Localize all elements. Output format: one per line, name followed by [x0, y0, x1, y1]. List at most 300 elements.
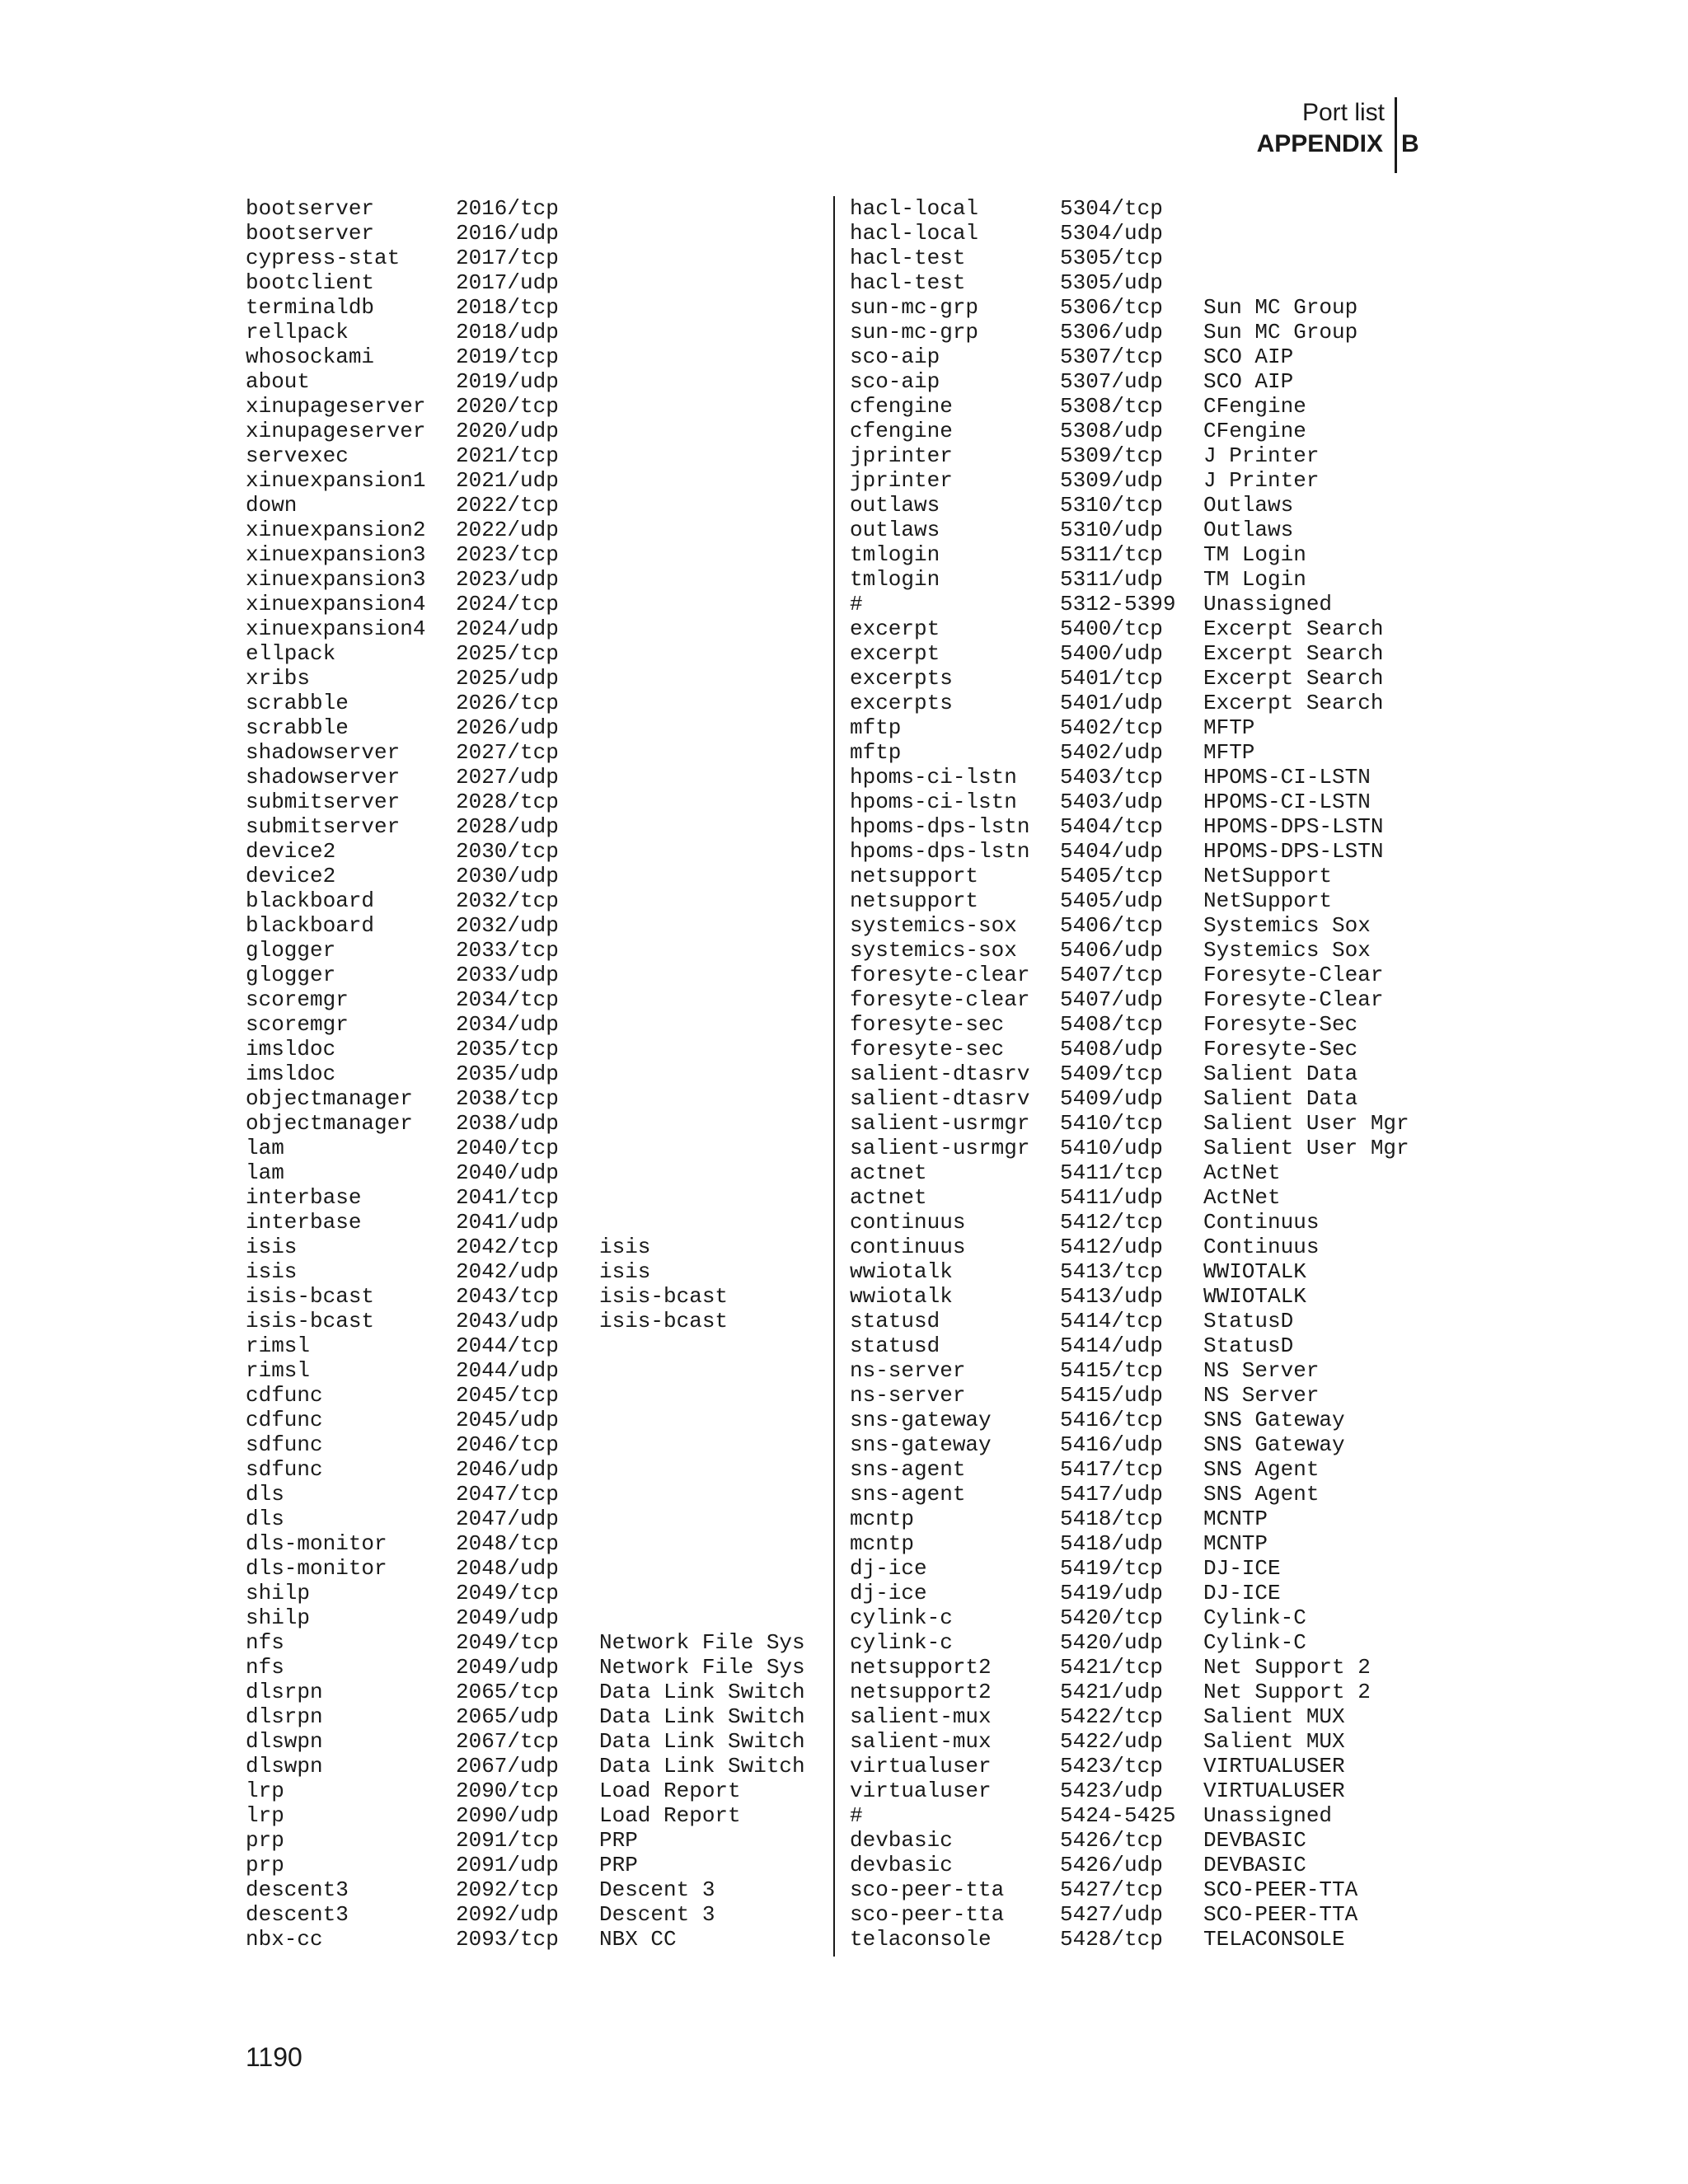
service-name: excerpts: [850, 666, 953, 691]
port-protocol: 5415/udp: [1060, 1383, 1163, 1408]
service-name: cfengine: [850, 394, 953, 419]
port-protocol: 5308/tcp: [1060, 394, 1163, 419]
port-protocol: 5424-5425: [1060, 1803, 1176, 1828]
service-name: netsupport2: [850, 1680, 992, 1704]
service-name: continuus: [850, 1235, 966, 1259]
port-entry-row: [850, 1482, 1443, 1507]
port-entry-row: [850, 814, 1443, 839]
service-name: statusd: [850, 1309, 940, 1333]
service-description: SCO-PEER-TTA: [1203, 1877, 1358, 1902]
port-entry-row: [850, 1877, 1443, 1902]
port-protocol: 2045/udp: [456, 1408, 559, 1432]
port-protocol: 2034/tcp: [456, 987, 559, 1012]
port-protocol: 2021/udp: [456, 468, 559, 493]
service-name: sns-agent: [850, 1457, 966, 1482]
service-description: Outlaws: [1203, 518, 1294, 542]
column-divider: [833, 196, 835, 1957]
service-description: Descent 3: [599, 1877, 715, 1902]
service-name: shadowserver: [246, 765, 401, 790]
port-entry-row: [246, 691, 823, 715]
port-protocol: 2028/tcp: [456, 790, 559, 814]
port-entry-row: [850, 1086, 1443, 1111]
service-description: Foresyte-Clear: [1203, 987, 1384, 1012]
port-entry-row: [246, 344, 823, 369]
port-entry-row: [246, 1630, 823, 1655]
port-protocol: 5414/udp: [1060, 1333, 1163, 1358]
service-description: DJ-ICE: [1203, 1581, 1281, 1605]
service-name: dlswpn: [246, 1754, 323, 1779]
port-entry-row: [850, 1531, 1443, 1556]
port-protocol: 5418/tcp: [1060, 1507, 1163, 1531]
port-protocol: 5304/udp: [1060, 221, 1163, 246]
port-entry-row: [246, 641, 823, 666]
port-entry-row: [850, 1185, 1443, 1210]
port-protocol: 2043/tcp: [456, 1284, 559, 1309]
service-name: ellpack: [246, 641, 336, 666]
service-name: #: [850, 592, 863, 616]
port-entry-row: [850, 938, 1443, 963]
service-description: Salient Data: [1203, 1062, 1358, 1086]
port-protocol: 2034/udp: [456, 1012, 559, 1037]
port-entry-row: [850, 1927, 1443, 1952]
service-name: mftp: [850, 715, 902, 740]
port-protocol: 2040/udp: [456, 1160, 559, 1185]
service-name: cdfunc: [246, 1383, 323, 1408]
service-description: Excerpt Search: [1203, 641, 1384, 666]
service-name: virtualuser: [850, 1779, 992, 1803]
port-protocol: 5419/tcp: [1060, 1556, 1163, 1581]
port-entry-row: [850, 1828, 1443, 1853]
port-entry-row: [246, 1680, 823, 1704]
service-description: Data Link Switch: [599, 1704, 805, 1729]
service-description: CFengine: [1203, 419, 1306, 443]
port-entry-row: [246, 1605, 823, 1630]
port-entry-row: [246, 1556, 823, 1581]
port-protocol: 2046/tcp: [456, 1432, 559, 1457]
service-description: WWIOTALK: [1203, 1284, 1306, 1309]
port-entry-row: [850, 1309, 1443, 1333]
port-list-left-column: [246, 196, 823, 1952]
port-entry-row: [246, 1754, 823, 1779]
port-entry-row: [850, 963, 1443, 987]
service-name: telaconsole: [850, 1927, 992, 1952]
port-protocol: 5412/udp: [1060, 1235, 1163, 1259]
port-protocol: 5403/tcp: [1060, 765, 1163, 790]
port-protocol: 2023/udp: [456, 567, 559, 592]
port-entry-row: [850, 295, 1443, 320]
port-protocol: 5406/tcp: [1060, 913, 1163, 938]
service-description: SCO AIP: [1203, 369, 1294, 394]
service-name: tmlogin: [850, 567, 940, 592]
port-protocol: 5402/udp: [1060, 740, 1163, 765]
port-entry-row: [246, 963, 823, 987]
service-name: isis: [246, 1259, 298, 1284]
port-entry-row: [850, 1333, 1443, 1358]
port-entry-row: [850, 542, 1443, 567]
service-name: sns-gateway: [850, 1432, 992, 1457]
port-entry-row: [850, 987, 1443, 1012]
port-entry-row: [246, 1408, 823, 1432]
service-description: HPOMS-CI-LSTN: [1203, 790, 1371, 814]
service-name: xinupageserver: [246, 419, 426, 443]
port-protocol: 5407/udp: [1060, 987, 1163, 1012]
port-protocol: 5400/tcp: [1060, 616, 1163, 641]
service-description: Foresyte-Sec: [1203, 1037, 1358, 1062]
service-description: MFTP: [1203, 740, 1255, 765]
service-name: hacl-local: [850, 196, 979, 221]
port-protocol: 2046/udp: [456, 1457, 559, 1482]
service-name: isis: [246, 1235, 298, 1259]
service-name: rimsl: [246, 1333, 311, 1358]
port-entry-row: [850, 1507, 1443, 1531]
port-entry-row: [246, 1902, 823, 1927]
port-protocol: 2017/tcp: [456, 246, 559, 270]
port-entry-row: [246, 1309, 823, 1333]
port-protocol: 2042/udp: [456, 1259, 559, 1284]
port-protocol: 5423/udp: [1060, 1779, 1163, 1803]
service-name: sco-peer-tta: [850, 1902, 1005, 1927]
service-name: dls: [246, 1507, 284, 1531]
port-entry-row: [246, 1012, 823, 1037]
port-protocol: 5427/tcp: [1060, 1877, 1163, 1902]
service-description: Data Link Switch: [599, 1680, 805, 1704]
port-protocol: 2035/udp: [456, 1062, 559, 1086]
service-name: jprinter: [850, 468, 953, 493]
service-name: shilp: [246, 1581, 311, 1605]
port-protocol: 5403/udp: [1060, 790, 1163, 814]
port-entry-row: [850, 1605, 1443, 1630]
port-protocol: 2020/tcp: [456, 394, 559, 419]
port-entry-row: [246, 1457, 823, 1482]
port-protocol: 5407/tcp: [1060, 963, 1163, 987]
port-protocol: 5417/tcp: [1060, 1457, 1163, 1482]
port-protocol: 2024/tcp: [456, 592, 559, 616]
port-protocol: 2090/tcp: [456, 1779, 559, 1803]
port-entry-row: [850, 691, 1443, 715]
port-protocol: 2022/tcp: [456, 493, 559, 518]
service-description: Sun MC Group: [1203, 295, 1358, 320]
service-description: SNS Gateway: [1203, 1432, 1345, 1457]
port-protocol: 2065/udp: [456, 1704, 559, 1729]
service-description: Sun MC Group: [1203, 320, 1358, 344]
port-protocol: 2023/tcp: [456, 542, 559, 567]
service-name: sco-aip: [850, 369, 940, 394]
service-description: ActNet: [1203, 1160, 1281, 1185]
service-name: ns-server: [850, 1383, 966, 1408]
service-name: sco-peer-tta: [850, 1877, 1005, 1902]
port-protocol: 5421/udp: [1060, 1680, 1163, 1704]
port-entry-row: [246, 1704, 823, 1729]
service-description: NetSupport: [1203, 864, 1333, 888]
port-protocol: 5410/udp: [1060, 1136, 1163, 1160]
service-description: J Printer: [1203, 468, 1320, 493]
port-protocol: 5406/udp: [1060, 938, 1163, 963]
port-entry-row: [246, 1927, 823, 1952]
port-protocol: 5409/udp: [1060, 1086, 1163, 1111]
port-protocol: 2041/tcp: [456, 1185, 559, 1210]
service-description: Salient MUX: [1203, 1704, 1345, 1729]
service-name: submitserver: [246, 790, 401, 814]
port-entry-row: [246, 1828, 823, 1853]
service-description: HPOMS-DPS-LSTN: [1203, 814, 1384, 839]
service-name: hacl-test: [850, 246, 966, 270]
port-entry-row: [246, 1482, 823, 1507]
service-name: foresyte-sec: [850, 1037, 1005, 1062]
port-protocol: 2017/udp: [456, 270, 559, 295]
service-name: ns-server: [850, 1358, 966, 1383]
port-protocol: 2049/udp: [456, 1655, 559, 1680]
port-entry-row: [850, 468, 1443, 493]
service-description: SCO AIP: [1203, 344, 1294, 369]
port-entry-row: [850, 567, 1443, 592]
service-description: PRP: [599, 1828, 638, 1853]
port-entry-row: [850, 1259, 1443, 1284]
service-description: J Printer: [1203, 443, 1320, 468]
service-name: lam: [246, 1160, 284, 1185]
service-name: foresyte-clear: [850, 963, 1030, 987]
port-protocol: 5409/tcp: [1060, 1062, 1163, 1086]
port-protocol: 2044/udp: [456, 1358, 559, 1383]
service-description: SCO-PEER-TTA: [1203, 1902, 1358, 1927]
port-entry-row: [246, 592, 823, 616]
service-name: scrabble: [246, 715, 349, 740]
port-protocol: 2041/udp: [456, 1210, 559, 1235]
service-name: terminaldb: [246, 295, 375, 320]
port-entry-row: [850, 666, 1443, 691]
port-entry-row: [850, 221, 1443, 246]
service-name: cypress-stat: [246, 246, 401, 270]
port-entry-row: [246, 1581, 823, 1605]
service-name: shilp: [246, 1605, 311, 1630]
service-name: servexec: [246, 443, 349, 468]
port-entry-row: [850, 1358, 1443, 1383]
service-name: xinuexpansion2: [246, 518, 426, 542]
port-protocol: 2093/tcp: [456, 1927, 559, 1952]
port-entry-row: [246, 1037, 823, 1062]
service-name: excerpt: [850, 616, 940, 641]
port-entry-row: [850, 1210, 1443, 1235]
port-protocol: 5305/tcp: [1060, 246, 1163, 270]
service-name: dls: [246, 1482, 284, 1507]
port-entry-row: [850, 1779, 1443, 1803]
service-name: sun-mc-grp: [850, 320, 979, 344]
port-entry-row: [246, 1210, 823, 1235]
port-protocol: 2035/tcp: [456, 1037, 559, 1062]
port-protocol: 2016/udp: [456, 221, 559, 246]
port-protocol: 2047/udp: [456, 1507, 559, 1531]
port-protocol: 2049/tcp: [456, 1630, 559, 1655]
port-entry-row: [850, 270, 1443, 295]
service-description: Salient MUX: [1203, 1729, 1345, 1754]
service-name: hpoms-dps-lstn: [850, 814, 1030, 839]
port-entry-row: [246, 765, 823, 790]
service-name: interbase: [246, 1185, 362, 1210]
service-name: descent3: [246, 1877, 349, 1902]
service-description: ActNet: [1203, 1185, 1281, 1210]
service-description: TELACONSOLE: [1203, 1927, 1345, 1952]
port-entry-row: [246, 493, 823, 518]
port-protocol: 5416/tcp: [1060, 1408, 1163, 1432]
port-entry-row: [850, 1037, 1443, 1062]
port-protocol: 5415/tcp: [1060, 1358, 1163, 1383]
service-name: cylink-c: [850, 1605, 953, 1630]
port-entry-row: [850, 1556, 1443, 1581]
port-entry-row: [850, 1160, 1443, 1185]
port-protocol: 5428/tcp: [1060, 1927, 1163, 1952]
port-entry-row: [246, 468, 823, 493]
port-protocol: 5422/tcp: [1060, 1704, 1163, 1729]
service-name: blackboard: [246, 913, 375, 938]
service-description: StatusD: [1203, 1333, 1294, 1358]
port-protocol: 5309/udp: [1060, 468, 1163, 493]
service-name: hpoms-dps-lstn: [850, 839, 1030, 864]
port-protocol: 2016/tcp: [456, 196, 559, 221]
port-protocol: 2026/tcp: [456, 691, 559, 715]
service-name: devbasic: [850, 1853, 953, 1877]
service-name: down: [246, 493, 298, 518]
service-description: Salient User Mgr: [1203, 1111, 1409, 1136]
port-entry-row: [850, 1729, 1443, 1754]
header-chapter-letter: B: [1401, 130, 1419, 157]
port-list-right-column: [850, 196, 1443, 1952]
service-name: sun-mc-grp: [850, 295, 979, 320]
service-name: tmlogin: [850, 542, 940, 567]
port-protocol: 5310/udp: [1060, 518, 1163, 542]
port-entry-row: [246, 1531, 823, 1556]
port-protocol: 5421/tcp: [1060, 1655, 1163, 1680]
service-name: bootclient: [246, 270, 375, 295]
service-name: wwiotalk: [850, 1284, 953, 1309]
port-protocol: 2091/udp: [456, 1853, 559, 1877]
port-protocol: 5307/udp: [1060, 369, 1163, 394]
port-entry-row: [850, 1704, 1443, 1729]
service-description: TM Login: [1203, 567, 1306, 592]
port-entry-row: [246, 864, 823, 888]
port-entry-row: [850, 246, 1443, 270]
service-description: Network File Sys: [599, 1630, 805, 1655]
port-protocol: 5413/tcp: [1060, 1259, 1163, 1284]
port-entry-row: [246, 419, 823, 443]
port-entry-row: [850, 419, 1443, 443]
port-entry-row: [850, 1457, 1443, 1482]
port-entry-row: [246, 1655, 823, 1680]
port-protocol: 5311/tcp: [1060, 542, 1163, 567]
service-name: device2: [246, 864, 336, 888]
port-protocol: 5420/udp: [1060, 1630, 1163, 1655]
port-protocol: 2027/tcp: [456, 740, 559, 765]
port-entry-row: [850, 1383, 1443, 1408]
service-description: Continuus: [1203, 1235, 1320, 1259]
port-protocol: 2048/udp: [456, 1556, 559, 1581]
service-name: salient-mux: [850, 1704, 992, 1729]
port-protocol: 2049/udp: [456, 1605, 559, 1630]
port-protocol: 2030/tcp: [456, 839, 559, 864]
port-protocol: 5400/udp: [1060, 641, 1163, 666]
service-name: hacl-test: [850, 270, 966, 295]
service-name: bootserver: [246, 221, 375, 246]
service-name: outlaws: [850, 518, 940, 542]
service-description: DJ-ICE: [1203, 1556, 1281, 1581]
port-entry-row: [850, 1902, 1443, 1927]
port-entry-row: [850, 344, 1443, 369]
service-description: SNS Agent: [1203, 1482, 1320, 1507]
service-description: Foresyte-Sec: [1203, 1012, 1358, 1037]
port-protocol: 2030/udp: [456, 864, 559, 888]
port-protocol: 2018/tcp: [456, 295, 559, 320]
service-description: Unassigned: [1203, 592, 1333, 616]
port-protocol: 2028/udp: [456, 814, 559, 839]
service-name: dls-monitor: [246, 1531, 387, 1556]
port-entry-row: [246, 913, 823, 938]
port-protocol: 2026/udp: [456, 715, 559, 740]
port-protocol: 2092/tcp: [456, 1877, 559, 1902]
port-protocol: 2067/udp: [456, 1754, 559, 1779]
service-description: NS Server: [1203, 1383, 1320, 1408]
port-protocol: 5413/udp: [1060, 1284, 1163, 1309]
service-description: Data Link Switch: [599, 1754, 805, 1779]
service-description: Cylink-C: [1203, 1605, 1306, 1630]
port-protocol: 5408/udp: [1060, 1037, 1163, 1062]
running-header: [1071, 97, 1419, 173]
service-description: HPOMS-CI-LSTN: [1203, 765, 1371, 790]
port-entry-row: [850, 1581, 1443, 1605]
service-description: isis: [599, 1235, 651, 1259]
service-description: MFTP: [1203, 715, 1255, 740]
service-description: PRP: [599, 1853, 638, 1877]
port-entry-row: [246, 839, 823, 864]
port-entry-row: [246, 1284, 823, 1309]
service-name: #: [850, 1803, 863, 1828]
port-protocol: 5305/udp: [1060, 270, 1163, 295]
port-protocol: 5405/tcp: [1060, 864, 1163, 888]
port-protocol: 5306/udp: [1060, 320, 1163, 344]
port-protocol: 5412/tcp: [1060, 1210, 1163, 1235]
service-description: Foresyte-Clear: [1203, 963, 1384, 987]
port-protocol: 2024/udp: [456, 616, 559, 641]
service-name: mcntp: [850, 1531, 915, 1556]
port-protocol: 5426/udp: [1060, 1853, 1163, 1877]
port-entry-row: [850, 1630, 1443, 1655]
port-entry-row: [850, 1062, 1443, 1086]
port-entry-row: [246, 715, 823, 740]
port-protocol: 5426/tcp: [1060, 1828, 1163, 1853]
service-name: xinupageserver: [246, 394, 426, 419]
service-name: prp: [246, 1828, 284, 1853]
service-name: device2: [246, 839, 336, 864]
port-entry-row: [246, 270, 823, 295]
port-protocol: 5404/tcp: [1060, 814, 1163, 839]
service-description: Network File Sys: [599, 1655, 805, 1680]
service-description: Excerpt Search: [1203, 666, 1384, 691]
service-name: xribs: [246, 666, 311, 691]
port-protocol: 2032/tcp: [456, 888, 559, 913]
service-description: NetSupport: [1203, 888, 1333, 913]
service-name: hpoms-ci-lstn: [850, 790, 1017, 814]
port-entry-row: [246, 666, 823, 691]
service-description: DEVBASIC: [1203, 1828, 1306, 1853]
port-protocol: 2019/tcp: [456, 344, 559, 369]
port-protocol: 5402/tcp: [1060, 715, 1163, 740]
service-name: salient-usrmgr: [850, 1136, 1030, 1160]
service-name: systemics-sox: [850, 913, 1017, 938]
port-entry-row: [850, 765, 1443, 790]
port-entry-row: [850, 1408, 1443, 1432]
port-protocol: 2067/tcp: [456, 1729, 559, 1754]
service-name: sdfunc: [246, 1432, 323, 1457]
port-entry-row: [850, 1655, 1443, 1680]
service-name: systemics-sox: [850, 938, 1017, 963]
port-protocol: 2038/udp: [456, 1111, 559, 1136]
